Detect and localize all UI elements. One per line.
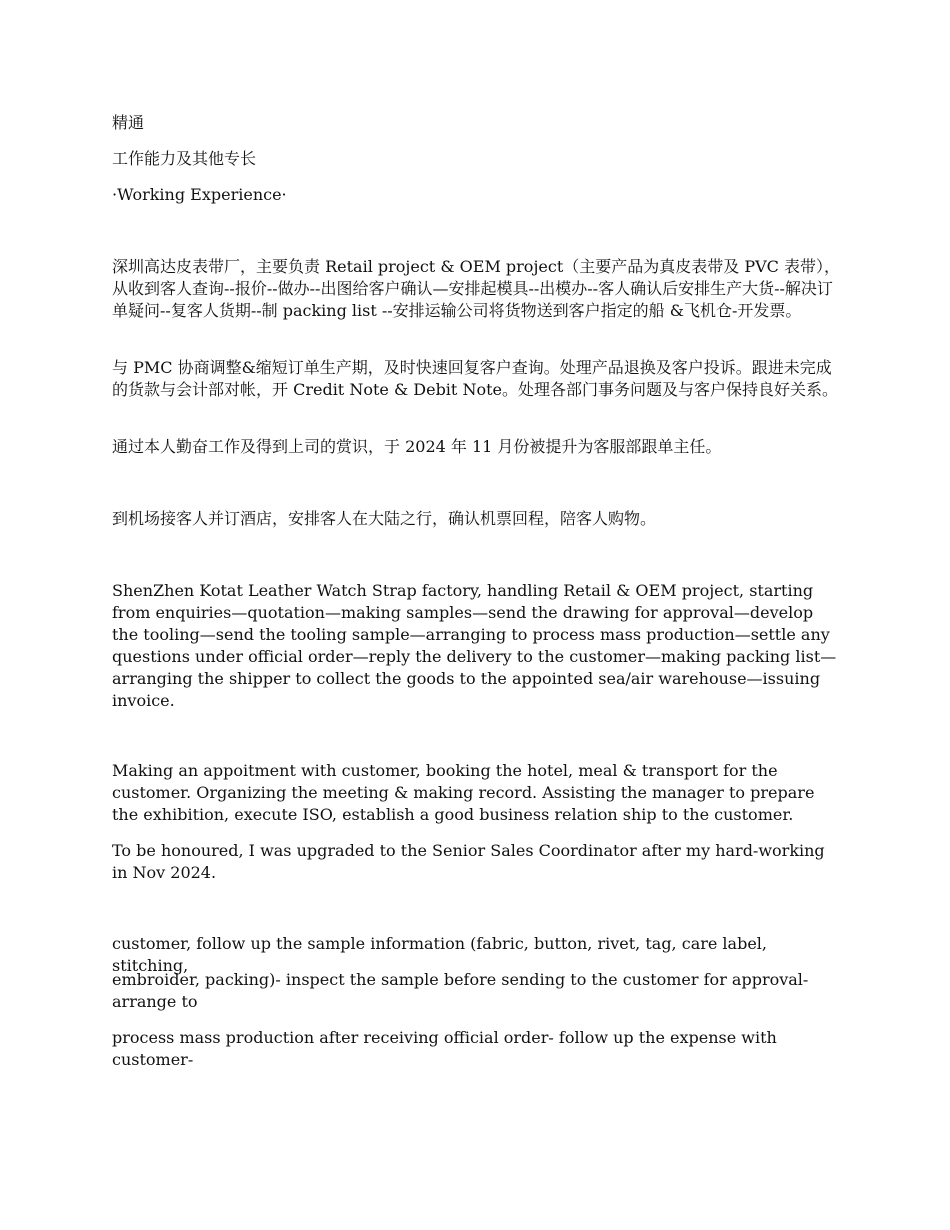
cn-experience-paragraph: 深圳高达皮表带厂，主要负责 Retail project & OEM project（主要产品为真皮表带及 PVC 表带）， 从收到客人查询--报价--做办--出图给客户确认—安排起模具--出模办--客人确认后安排生产大货--解决订单疑问--复客人货期--制 packing list --安排运输公司将货物送到客户指定的船 &飞机仓-开发票。	[112, 257, 840, 320]
en-experience-paragraph: ShenZhen Kotat Leather Watch Strap factory, handling Retail & OEM project, starting from enquiries—quotation—making samples—send the drawing for approval—develop the tooling—send the tooling sample—arranging to process mass production—settle any questions under official order—reply the delivery to the customer—making packing list—arranging the shipper to collect the goods to the appointed sea/air warehouse—issuing invoice.	[112, 581, 837, 710]
en-responsibilities-paragraph: Making an appoitment with customer, booking the hotel, meal & transport for the customer. Organizing the meeting & making record. Assisting the manager to prepare the exhibition, execute ISO, establish a good business relation ship to the customer.	[112, 761, 815, 824]
cn-responsibilities-paragraph: 与 PMC 协商调整&缩短订单生产期，及时快速回复客户查询。处理产品退换及客户投诉。跟进未完成的货款与会计部对帐，开 Credit Note & Debit Note。处理各部门事务问题及与客户保持良好关系。	[112, 358, 838, 399]
en-sample-line-2: embroider, packing)- inspect the sample before sending to the customer for approval-arrange to	[112, 970, 809, 1011]
en-sample-line-3: process mass production after receiving official order- follow up the expense with customer-	[112, 1028, 777, 1069]
en-sample-line-1: customer, follow up the sample information (fabric, button, rivet, tag, care label, stitching,	[112, 934, 767, 975]
en-promotion-paragraph: To be honoured, I was upgraded to the Senior Sales Coordinator after my hard-working in Nov 2024.	[112, 841, 825, 882]
heading-working-experience: ·Working Experience·	[112, 185, 287, 204]
cn-promotion-paragraph: 通过本人勤奋工作及得到上司的赏识，于 2024 年 11 月份被提升为客服部跟单主任。	[112, 437, 722, 456]
heading-skills: 工作能力及其他专长	[112, 149, 257, 168]
heading-proficient: 精通	[112, 113, 145, 132]
cn-client-reception-paragraph: 到机场接客人并订酒店，安排客人在大陆之行，确认机票回程，陪客人购物。	[112, 509, 657, 528]
